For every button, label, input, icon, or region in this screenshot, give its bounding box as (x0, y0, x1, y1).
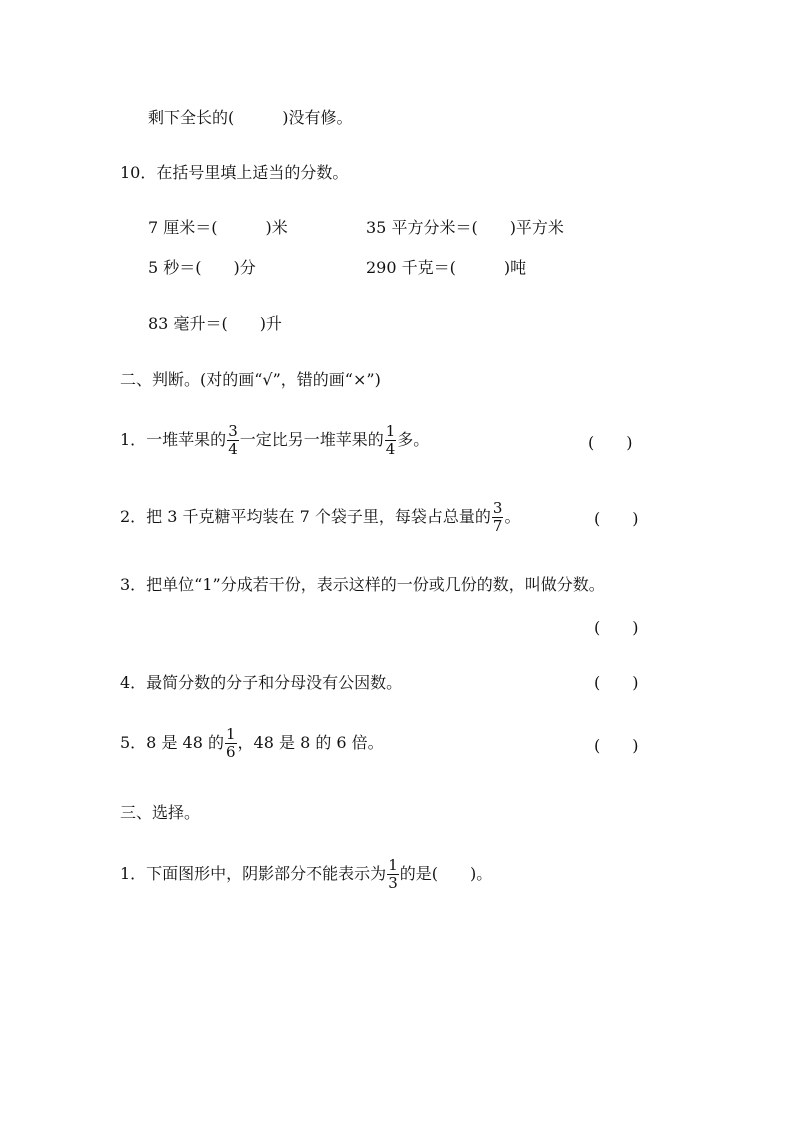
q10-item-kg: 290 千克＝( )吨 (366, 258, 527, 277)
q10-item-ml: 83 毫升＝( )升 (148, 314, 282, 333)
fraction-1-3: $\frac{1}{3}$ (388, 856, 398, 892)
fraction-3-7: $\frac{3}{7}$ (492, 499, 503, 535)
q10-item-cm: 7 厘米＝( )米 (148, 218, 288, 237)
judge-item-1 (120, 423, 429, 458)
q10-title: 10．在括号里填上适当的分数。 (120, 163, 349, 182)
judge-2-post: 。 (504, 507, 521, 526)
judge-item-4: 4．最简分数的分子和分母没有公因数。 (120, 673, 403, 692)
judge-2-pre: 2．把 3 千克糖平均装在 7 个袋子里，每袋占总量的 (120, 507, 491, 526)
q10-item-sqdm: 35 平方分米＝( )平方米 (366, 218, 564, 237)
answer-paren-3[interactable]: ( ) (594, 618, 639, 637)
judge-1-pre: 1．一堆苹果的 (120, 430, 227, 449)
fraction-1-6: $\frac{1}{6}$ (225, 725, 236, 761)
choice-1-pre: 1．下面图形中，阴影部分不能表示为 (120, 864, 387, 883)
answer-paren-5[interactable]: ( ) (594, 736, 639, 755)
judge-item-3: 3．把单位“1”分成若干份，表示这样的一份或几份的数，叫做分数。 (120, 575, 605, 594)
judge-1-mid: 一定比另一堆苹果的 (239, 430, 384, 449)
answer-paren-1[interactable]: ( ) (588, 433, 633, 452)
judge-item-2 (120, 500, 520, 535)
judge-5-post: ，48 是 8 的 6 倍。 (237, 733, 384, 752)
choice-item-1 (120, 857, 492, 892)
q10-item-sec: 5 秒＝( )分 (148, 258, 256, 277)
section3-title: 三、选择。 (120, 803, 201, 822)
choice-1-post: 的是( )。 (399, 864, 493, 883)
judge-1-post: 多。 (397, 430, 430, 449)
continuation-text: 剩下全长的( )没有修。 (148, 108, 353, 127)
section2-title: 二、判断。(对的画“√”，错的画“×”) (120, 370, 381, 389)
judge-item-5 (120, 726, 384, 761)
answer-paren-2[interactable]: ( ) (594, 509, 639, 528)
answer-paren-4[interactable]: ( ) (594, 673, 639, 692)
judge-5-pre: 5．8 是 48 的 (120, 733, 224, 752)
fraction-3-4: $\frac{3}{4}$ (228, 422, 238, 458)
fraction-1-4: $\frac{1}{4}$ (385, 422, 396, 458)
